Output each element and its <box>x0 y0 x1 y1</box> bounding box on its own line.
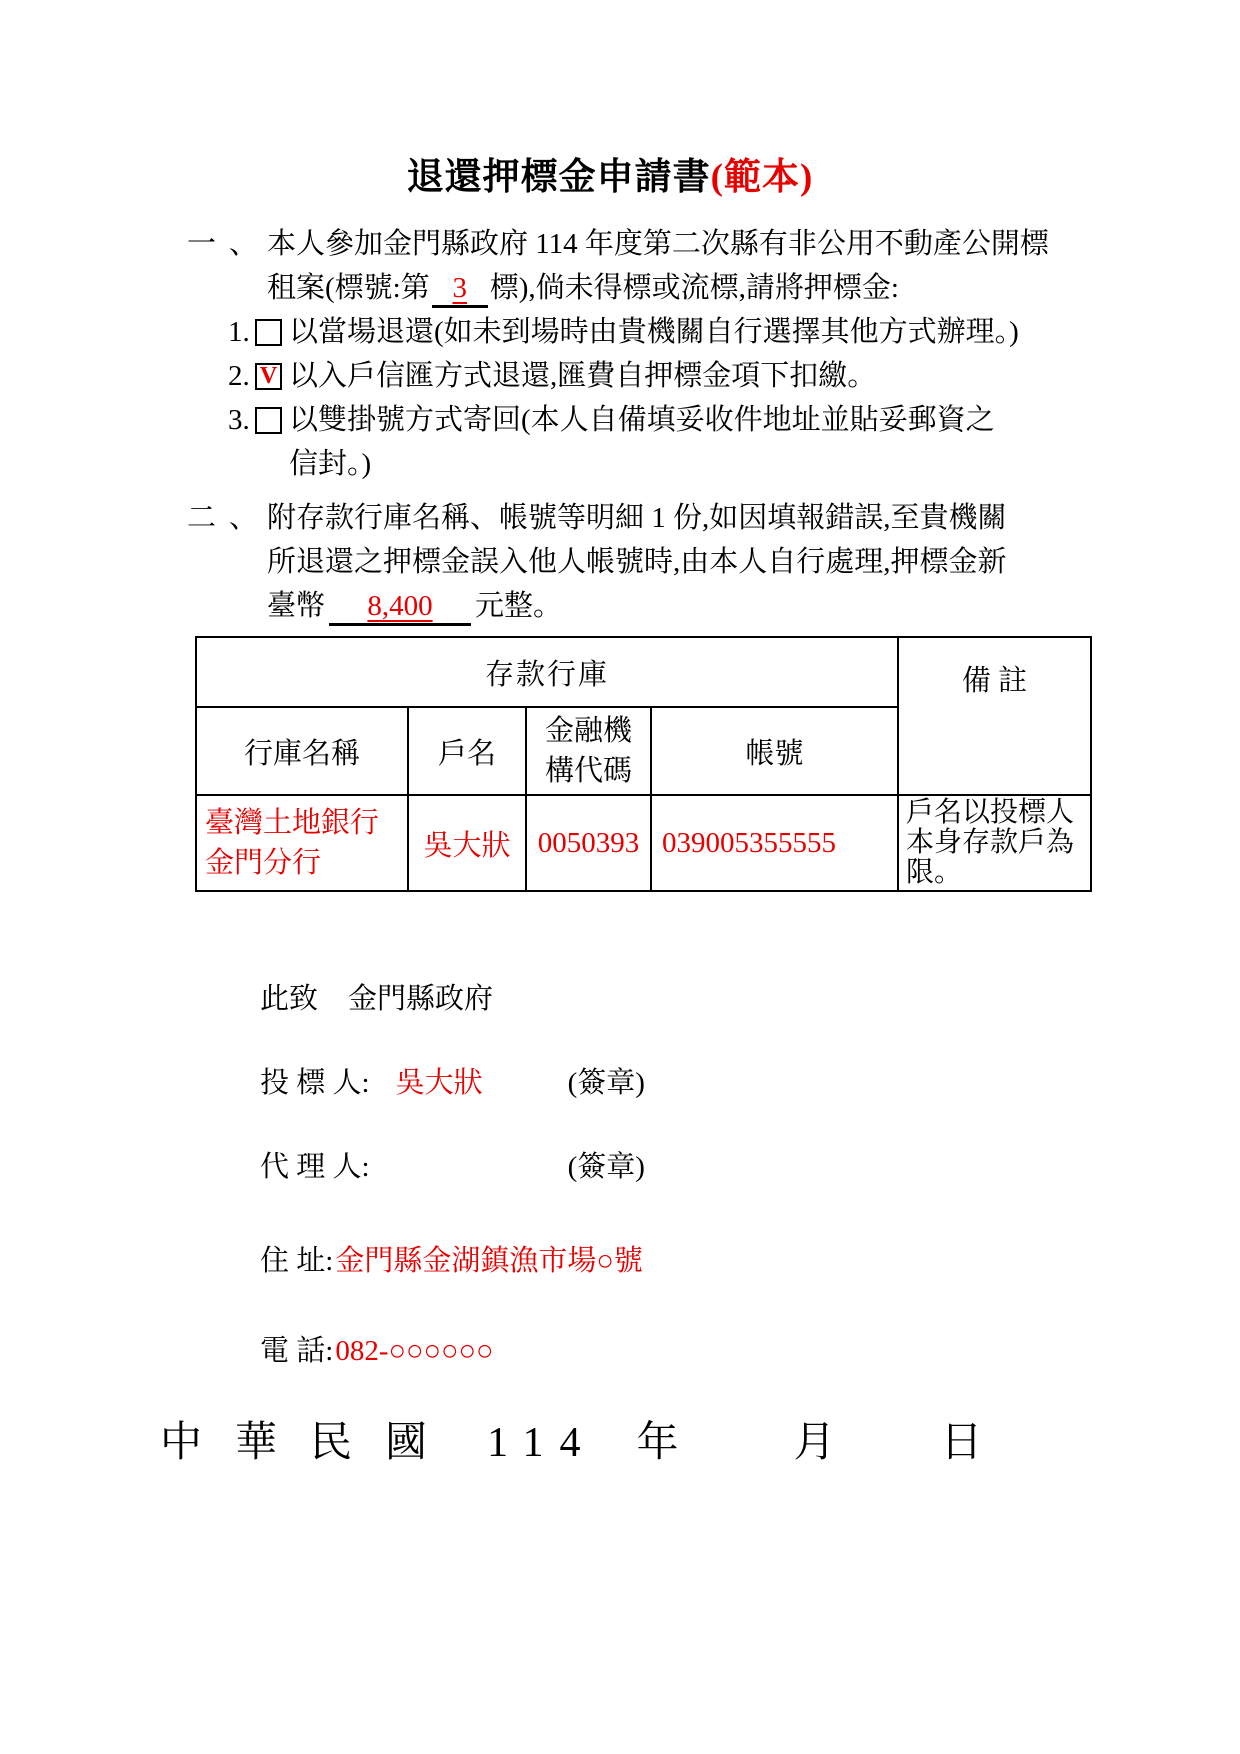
option-3-text: 以雙掛號方式寄回(本人自備填妥收件地址並貼妥郵資之 <box>289 404 995 436</box>
bid-number-value: 3 <box>452 272 467 304</box>
bidder-name-field[interactable]: 吳大狀 <box>395 1067 483 1099</box>
section-1-body <box>228 222 1060 486</box>
section-2-label: 二、 <box>187 502 272 534</box>
closing-block <box>260 982 1060 1368</box>
column-bank-name: 行庫名稱 <box>196 707 408 795</box>
form-content <box>160 150 1075 1368</box>
account-name-cell[interactable]: 吳大狀 <box>408 795 526 891</box>
amount-suffix: 元整。 <box>475 590 563 622</box>
section-1-label: 一、 <box>187 228 272 260</box>
date-char-hua: 華 <box>235 1420 278 1466</box>
section-2-line-3 <box>267 584 1060 628</box>
section-1 <box>160 222 1060 486</box>
remarks-cell: 戶名以投標人本身存款戶為限。 <box>898 795 1091 891</box>
deposit-amount-value: 8,400 <box>367 590 433 622</box>
bidder-label: 投 標 人: <box>260 1067 370 1099</box>
phone-line <box>260 1334 1060 1368</box>
option-1-number: 1. <box>228 316 250 348</box>
bank-name-cell[interactable] <box>196 795 408 891</box>
bank-account-table <box>195 636 1092 892</box>
date-day-label: 日 <box>940 1420 983 1466</box>
refund-options <box>228 310 1060 486</box>
option-3-text-continuation: 信封。) <box>289 448 372 480</box>
bid-number-suffix: 標),倘未得標或流標,請將押標金: <box>489 272 899 304</box>
refund-option-2 <box>228 354 1060 398</box>
bank-code-cell[interactable]: 0050393 <box>526 795 651 891</box>
bidder-line <box>260 1066 1060 1100</box>
amount-prefix: 臺幣 <box>267 590 326 622</box>
title-main: 退還押標金申請書 <box>406 157 711 198</box>
title-sample-tag: (範本) <box>710 157 814 198</box>
page-title <box>160 150 1060 206</box>
address-line <box>260 1244 1060 1278</box>
bid-number-prefix: 租案(標號:第 <box>267 272 430 304</box>
bid-number-field[interactable] <box>432 271 488 308</box>
column-account-name: 戶名 <box>408 707 526 795</box>
address-field[interactable]: 金門縣金湖鎮漁市場○號 <box>335 1245 643 1277</box>
section-1-line-2 <box>267 266 1060 310</box>
column-bank-code-label: 金融機構代碼 <box>544 715 632 787</box>
table-data-row <box>196 795 1091 891</box>
salute-text: 此致 <box>260 983 319 1015</box>
agent-line <box>260 1150 1060 1184</box>
section-2-body <box>267 496 1060 628</box>
bank-name-line-1: 臺灣土地銀行 <box>205 807 380 839</box>
agent-seal-label: (簽章) <box>567 1151 645 1183</box>
option-2-number: 2. <box>228 360 250 392</box>
date-year-number: 114 <box>487 1420 597 1466</box>
column-bank-code <box>526 707 651 795</box>
section-2-line-1: 附存款行庫名稱、帳號等明細 1 份,如因填報錯誤,至貴機關 <box>267 502 1007 534</box>
phone-field[interactable]: 082-○○○○○○ <box>335 1335 494 1367</box>
date-year-label: 年 <box>636 1420 679 1466</box>
phone-label: 電 話: <box>260 1335 334 1367</box>
bidder-seal-label: (簽章) <box>567 1067 645 1099</box>
salute-line <box>260 982 1060 1016</box>
agent-label: 代 理 人: <box>260 1151 370 1183</box>
refund-option-3 <box>228 398 1060 442</box>
date-char-zhong: 中 <box>160 1420 203 1466</box>
option-3-number: 3. <box>228 404 250 436</box>
column-account-number: 帳號 <box>651 707 898 795</box>
option-3-checkbox[interactable] <box>255 407 282 434</box>
section-1-line-1: 本人參加金門縣政府 114 年度第二次縣有非公用不動產公開標 <box>267 228 1049 260</box>
date-month-label: 月 <box>793 1420 836 1466</box>
date-line <box>160 1418 1005 1468</box>
bank-name-line-2: 金門分行 <box>205 847 322 879</box>
section-2-line-2: 所退還之押標金誤入他人帳號時,由本人自行處理,押標金新 <box>267 546 1007 578</box>
date-char-min: 民 <box>310 1420 353 1466</box>
option-2-text: 以入戶信匯方式退還,匯費自押標金項下扣繳。 <box>289 360 877 392</box>
section-2 <box>160 496 1060 628</box>
deposit-amount-field[interactable] <box>329 589 471 626</box>
account-number-cell[interactable]: 039005355555 <box>651 795 898 891</box>
address-label: 住 址: <box>260 1245 334 1277</box>
header-remarks: 備 註 <box>898 637 1091 795</box>
refund-option-1 <box>228 310 1060 354</box>
date-char-guo: 國 <box>385 1420 428 1466</box>
table-header-row <box>196 637 1091 707</box>
option-1-checkbox[interactable] <box>255 319 282 346</box>
option-1-text: 以當場退還(如未到場時由貴機關自行選擇其他方式辦理。) <box>289 316 1019 348</box>
salute-organization: 金門縣政府 <box>348 983 494 1015</box>
option-2-checkbox-checked[interactable]: V <box>255 363 282 390</box>
header-deposit-bank: 存款行庫 <box>196 637 898 707</box>
